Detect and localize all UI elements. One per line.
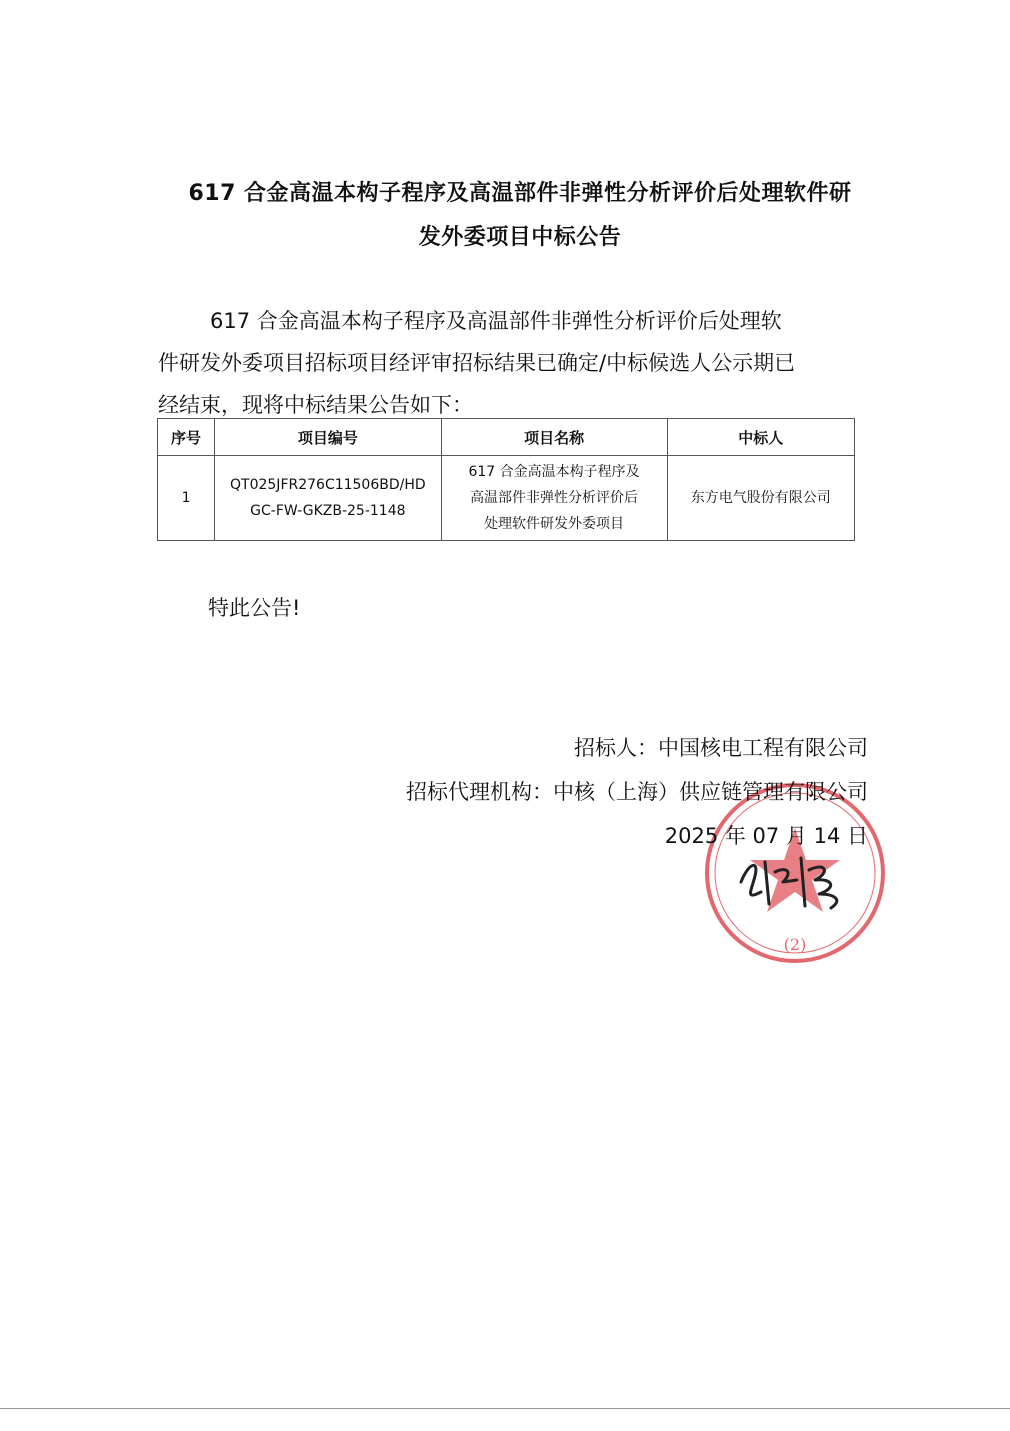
page-bottom-divider — [0, 1408, 1010, 1409]
table-header-row — [158, 419, 855, 456]
title-line-2: 发外委项目中标公告 — [418, 225, 622, 250]
agency-line: 招标代理机构：中核（上海）供应链管理有限公司 — [406, 780, 868, 804]
signature-block — [406, 726, 868, 858]
cell-winner: 东方电气股份有限公司 — [667, 456, 855, 541]
header-name: 项目名称 — [441, 419, 667, 456]
seal-number: (2) — [783, 935, 807, 954]
cell-no: 1 — [158, 456, 215, 541]
cell-name-line-1: 617 合金高温本构子程序及 — [468, 464, 640, 480]
header-winner: 中标人 — [667, 419, 855, 456]
closing-text: 特此公告! — [208, 596, 301, 620]
header-no: 序号 — [158, 419, 215, 456]
table-row — [158, 456, 855, 541]
tenderer-line: 招标人：中国核电工程有限公司 — [574, 736, 868, 760]
cell-name-line-3: 处理软件研发外委项目 — [484, 516, 625, 532]
cell-code — [215, 456, 442, 541]
intro-line-3: 经结束，现将中标结果公告如下： — [158, 393, 473, 417]
intro-line-1: 617 合金高温本构子程序及高温部件非弹性分析评价后处理软 — [210, 309, 782, 333]
cell-code-line-1: QT025JFR276C11506BD/HD — [230, 477, 426, 493]
header-code: 项目编号 — [215, 419, 442, 456]
intro-line-2: 件研发外委项目招标项目经评审招标结果已确定/中标候选人公示期已 — [158, 351, 796, 375]
award-table — [157, 418, 855, 541]
date-line: 2025 年 07 月 14 日 — [664, 824, 868, 848]
cell-code-line-2: GC-FW-GKZB-25-1148 — [250, 503, 406, 519]
intro-paragraph — [158, 300, 878, 426]
cell-name-line-2: 高温部件非弹性分析评价后 — [470, 490, 639, 506]
title-line-1: 617 合金高温本构子程序及高温部件非弹性分析评价后处理软件研 — [188, 181, 852, 206]
document-title — [150, 172, 890, 260]
cell-name — [441, 456, 667, 541]
